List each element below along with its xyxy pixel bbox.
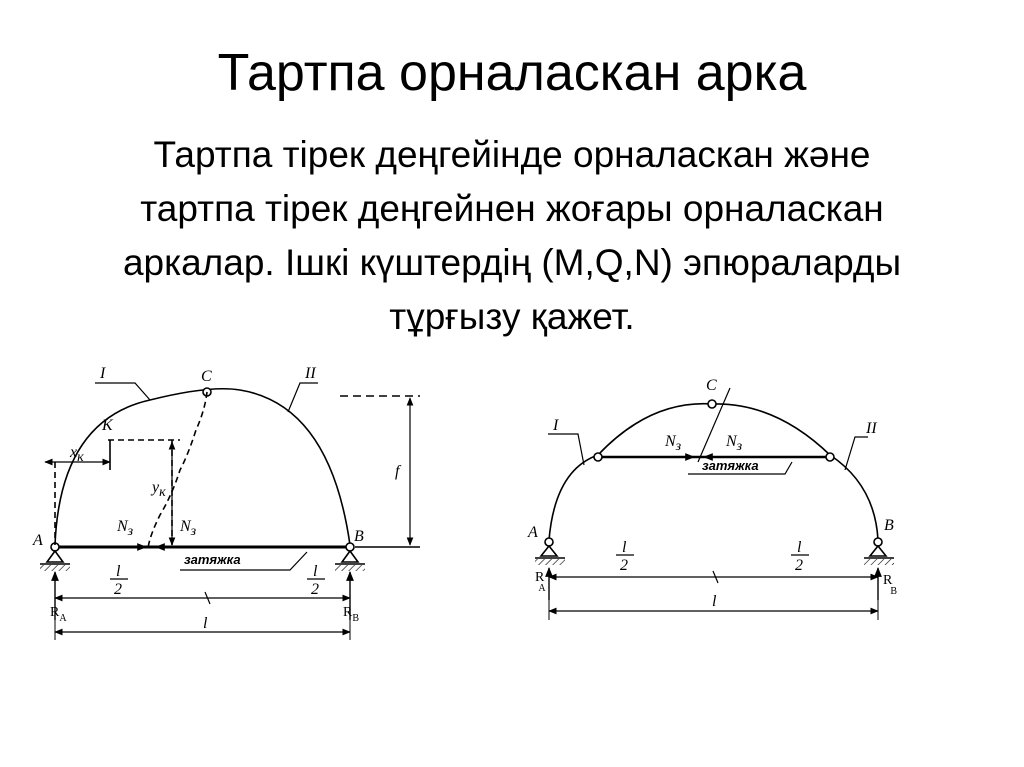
right-tie-hinge-left — [594, 453, 602, 461]
left-label-N3-right: Nз — [180, 518, 197, 539]
right-half-span-right-num: l — [797, 539, 802, 556]
right-label-I: I — [553, 417, 559, 434]
right-label-B: B — [884, 517, 894, 534]
left-half-span-right-num: l — [313, 563, 318, 580]
right-label-C: C — [706, 377, 717, 394]
left-label-A: A — [33, 532, 43, 549]
left-label-K: K — [102, 417, 113, 434]
right-label-A: A — [528, 524, 538, 541]
right-label-II: II — [866, 420, 877, 437]
left-label-RA: $R_A$ — [50, 605, 67, 624]
left-label-N3-left: Nз — [117, 518, 134, 539]
right-tie-hinge-right — [826, 453, 834, 461]
right-span-l: l — [712, 593, 717, 610]
left-tied-arch-diagram — [40, 383, 420, 640]
slide-title: Тартпа орналаскан арка — [217, 44, 807, 102]
right-tie-label: затяжка — [702, 458, 759, 473]
right-label-N3-left: Nз — [665, 433, 682, 454]
body-line-3: аркалар. Ішкі күштердің (M,Q,N) эпюраларды — [122, 242, 902, 283]
right-support-A — [535, 538, 565, 565]
right-support-B — [864, 538, 894, 565]
right-half-span-left-den: 2 — [620, 557, 628, 574]
right-crown-hinge — [708, 400, 716, 408]
left-label-II: II — [305, 365, 316, 382]
left-half-span-left-den: 2 — [114, 581, 122, 598]
body-line-2: тартпа тірек деңгейнен жоғары орналаскан — [140, 188, 884, 229]
left-label-f: f — [395, 463, 400, 480]
right-half-span-right-den: 2 — [795, 557, 803, 574]
left-section-cut-line — [148, 392, 207, 548]
left-label-I: I — [100, 365, 106, 382]
right-tied-arch-diagram — [535, 388, 894, 620]
left-label-RB: $R_B$ — [343, 605, 360, 624]
right-label-RA: R A — [535, 570, 546, 594]
left-label-B: B — [354, 528, 364, 545]
right-half-span-left-num: l — [622, 539, 627, 556]
left-label-xk: xк — [70, 444, 84, 465]
left-label-yk: yк — [152, 479, 166, 500]
body-line-1: Тартпа тірек деңгейінде орналаскан және — [153, 134, 871, 175]
body-line-4: тұрғызу қажет. — [389, 296, 635, 337]
left-label-C: C — [201, 368, 212, 385]
left-tie-label: затяжка — [184, 552, 241, 567]
right-section-cut-line — [698, 388, 730, 462]
right-label-RB: R B — [883, 573, 898, 597]
left-span-l: l — [203, 615, 208, 632]
right-label-N3-right: Nз — [726, 433, 743, 454]
left-half-span-right-den: 2 — [311, 581, 319, 598]
left-half-span-left-num: l — [116, 563, 121, 580]
